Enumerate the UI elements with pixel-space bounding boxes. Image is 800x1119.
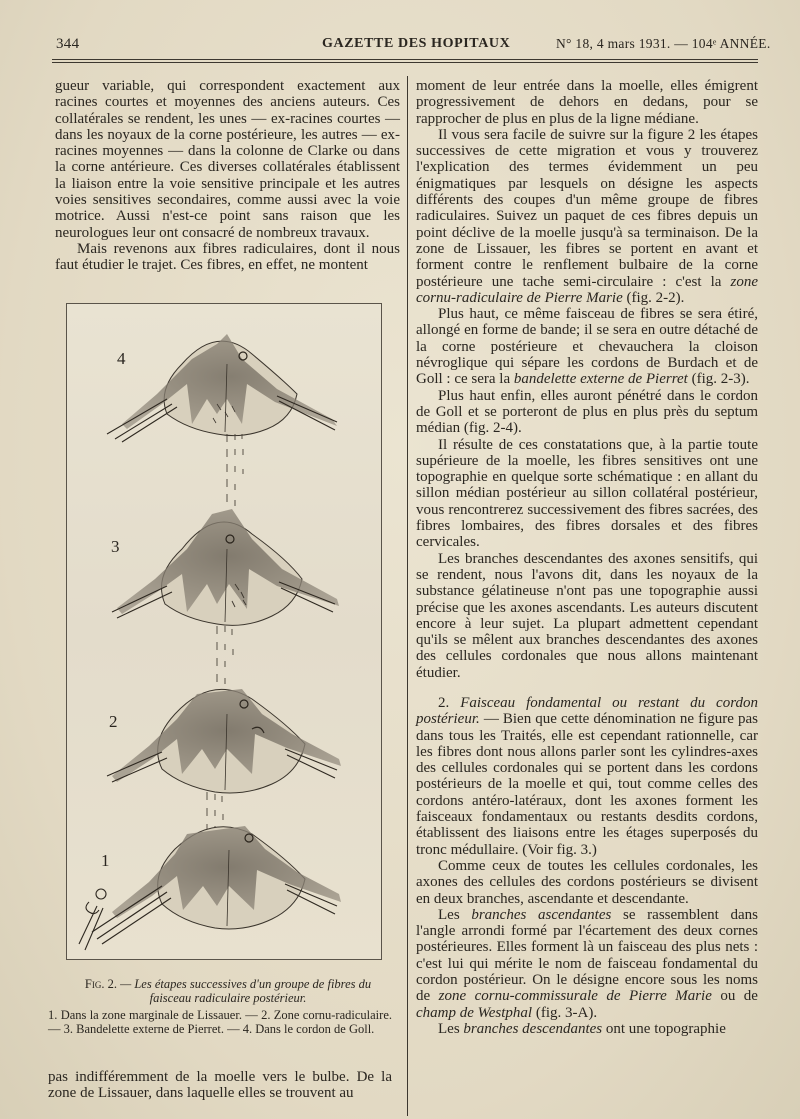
figure-caption (78, 977, 378, 1005)
section-label: 1 (101, 851, 110, 870)
term-zone-cornu-commissurale: zone cornu-commissurale de Pierre Marie (438, 988, 712, 1005)
term-zone-cornu-radiculaire: zone cornu-radiculaire de Pierre Marie (416, 273, 758, 306)
figure-legend: 1. Dans la zone marginale de Lissauer. — 2. Zone cornu-radiculaire. — 3. Bandelette externe de Pierret. — 4. Dans le cordon de Goll. (48, 1008, 392, 1036)
journal-title: GAZETTE DES HOPITAUX (322, 36, 511, 51)
text-run: Les (438, 906, 472, 923)
paragraph: moment de leur entrée dans la moelle, elles émigrent progressivement de dehors en dedans, pour se rapprocher de plus en plus de la ligne médiane. (416, 78, 758, 127)
term-branches-ascendantes: branches ascendantes (471, 906, 612, 923)
text-run: ont une topographie (602, 1020, 726, 1037)
spinal-ganglion (79, 889, 106, 950)
left-column-top (55, 78, 400, 274)
term-bandelette-pierret: bandelette externe de Pierret (513, 371, 688, 388)
term-champ-westphal: champ de Westphal (416, 1004, 533, 1021)
paragraph (416, 306, 758, 387)
paragraph: gueur variable, qui correspondent exactement aux racines courtes et moyennes des anciens auteurs. Ces collatérales se rendent, les unes — ex-racines courtes — dans les noyaux de la corne postérieure, les autres — ex-racines moyennes — dans la colonne de Clarke ou dans la corne antérieure. Ces diverses collatérales établissent la liaison entre la voie sensitive principale et les autres voies sensitives secondaires, comme aussi avec la voie motrice. Aussi n'est-ce point sans raison que les neurologues leur ont consacré de nombreux travaux. (55, 78, 400, 241)
issue-info: N° 18, 4 mars 1931. — 104ᵉ ANNÉE. (556, 36, 771, 51)
term-branches-descendantes: branches descendantes (463, 1020, 603, 1037)
section-2 (107, 689, 341, 793)
section-heading-paragraph (416, 695, 758, 858)
section-label: 4 (117, 349, 126, 368)
text-run: Plus haut, ce même faisceau de fibres se sera étiré, allongé en forme de bande; il se sera en outre détaché de la corne postérieure et chevauchera la cloison névroglique qui sépare les cordons de Burdach et de Goll : ce sera la (416, 306, 758, 388)
paragraph: Mais revenons aux fibres radiculaires, dont il nous faut étudier le trajet. Ces fibres, en effet, ne montent (55, 240, 400, 274)
figure-caption-text: — Les étapes successives d'un groupe de fibres du faisceau radiculaire postérieur. (116, 977, 372, 1005)
header-rule-top (52, 59, 758, 60)
paragraph: pas indifféremment de la moelle vers le bulbe. De la zone de Lissauer, dans laquelle elles se trouvent au (48, 1069, 392, 1102)
section-1 (92, 826, 341, 944)
section-3 (112, 509, 339, 625)
text-run: ou de (711, 988, 758, 1005)
paragraph: Il résulte de ces constatations que, à la partie toute supérieure de la moelle, les fibres sensitives ont une topographie en quelque sorte schématique : en allant du sillon médian postérieur au sillon collatéral postérieur, vous rencontrerez successivement des fibres sacrées, des fibres lombaires, des fibres dorsales et des fibres cervicales. (416, 436, 758, 551)
section-label: 3 (111, 537, 120, 556)
fiber-track-4-3 (227, 434, 243, 506)
text-run: (fig. 3-A). (532, 1004, 598, 1021)
paragraph: Comme ceux de toutes les cellules cordonales, les axones des cellules des cordons postérieurs se divisent en deux branches, ascendante et descendante. (416, 857, 758, 907)
header-rule-bottom (52, 62, 758, 63)
fiber-track-2-1 (207, 792, 223, 832)
fiber-track-3-2 (217, 626, 233, 684)
figure-2-spinal-sections (66, 303, 382, 960)
paragraph: Les branches descendantes des axones sensitifs, qui se rendent, nous l'avons dit, dans les noyaux de la substance gélatineuse n'ont pas une topographie aussi précise que les axones ascendants. Les auteurs discutent encore à leur sujet. La plupart admettent cependant qu'ils se mêlent aux branches descendantes des axones des cellules cordonales que nous allons maintenant étudier. (416, 550, 758, 681)
text-run: Les (438, 1020, 464, 1037)
text-run: Il vous sera facile de suivre sur la figure 2 les étapes successives de cette migration et vous y trouverez l'explication des termes évidemment un peu énigmatiques par lesquels on désigne les aspects différents des coupes d'un même groupe de fibres radiculaires. Suivez un paquet de ces fibres depuis un point déclive de la moelle jusqu'à sa terminaison. De la zone de Lissauer, les fibres se portent en avant et forment contre le renflement bulbaire de la corne postérieure une tache semi-circulaire : c'est la (416, 126, 758, 290)
spinal-cord-illustration (67, 304, 381, 959)
text-run: (fig. 2-2). (622, 289, 685, 306)
paragraph (416, 1021, 758, 1037)
left-column-bottom (48, 1069, 392, 1102)
section-4 (107, 334, 337, 442)
figure-caption-label: Fig. 2. (84, 977, 117, 991)
section-title: Faisceau fondamental ou restant du cordon postérieur. (416, 694, 758, 728)
section-number: 2. (438, 694, 461, 711)
paragraph (416, 907, 758, 1021)
column-divider (407, 76, 408, 1116)
section-label: 2 (109, 712, 118, 731)
paragraph (416, 127, 758, 306)
paragraph: Plus haut enfin, elles auront pénétré dans le cordon de Goll et se porteront de plus en plus près du septum médian (fig. 2-4). (416, 387, 758, 437)
text-run: — Bien que cette dénomination ne figure pas dans tous les Traités, elle est cependant rationnelle, car les fibres dont nous allons parler sont les cylindres-axes des cellules cordonales qui se portent dans les cordons postérieurs de la moelle et qui, tout comme celles des cordons antéro-latéraux, dont les axones forment les faisceaux fondamentaux ou restants desdits cordons, établissent des liaisons entre les étages superposés du tronc médullaire. (Voir fig. 3.) (416, 711, 758, 858)
right-column (416, 78, 758, 1037)
text-run: (fig. 2-3). (687, 371, 750, 388)
text-run: se rassemblent dans l'angle arrondi formé par l'écartement des deux cornes postérieures. Elles forment là un faisceau des plus nets : c'est lui qui mérite le nom de faisceau fondamental du cordon postérieur. On le désigne encore sous les noms de (416, 906, 758, 1005)
page-number: 344 (56, 36, 80, 52)
